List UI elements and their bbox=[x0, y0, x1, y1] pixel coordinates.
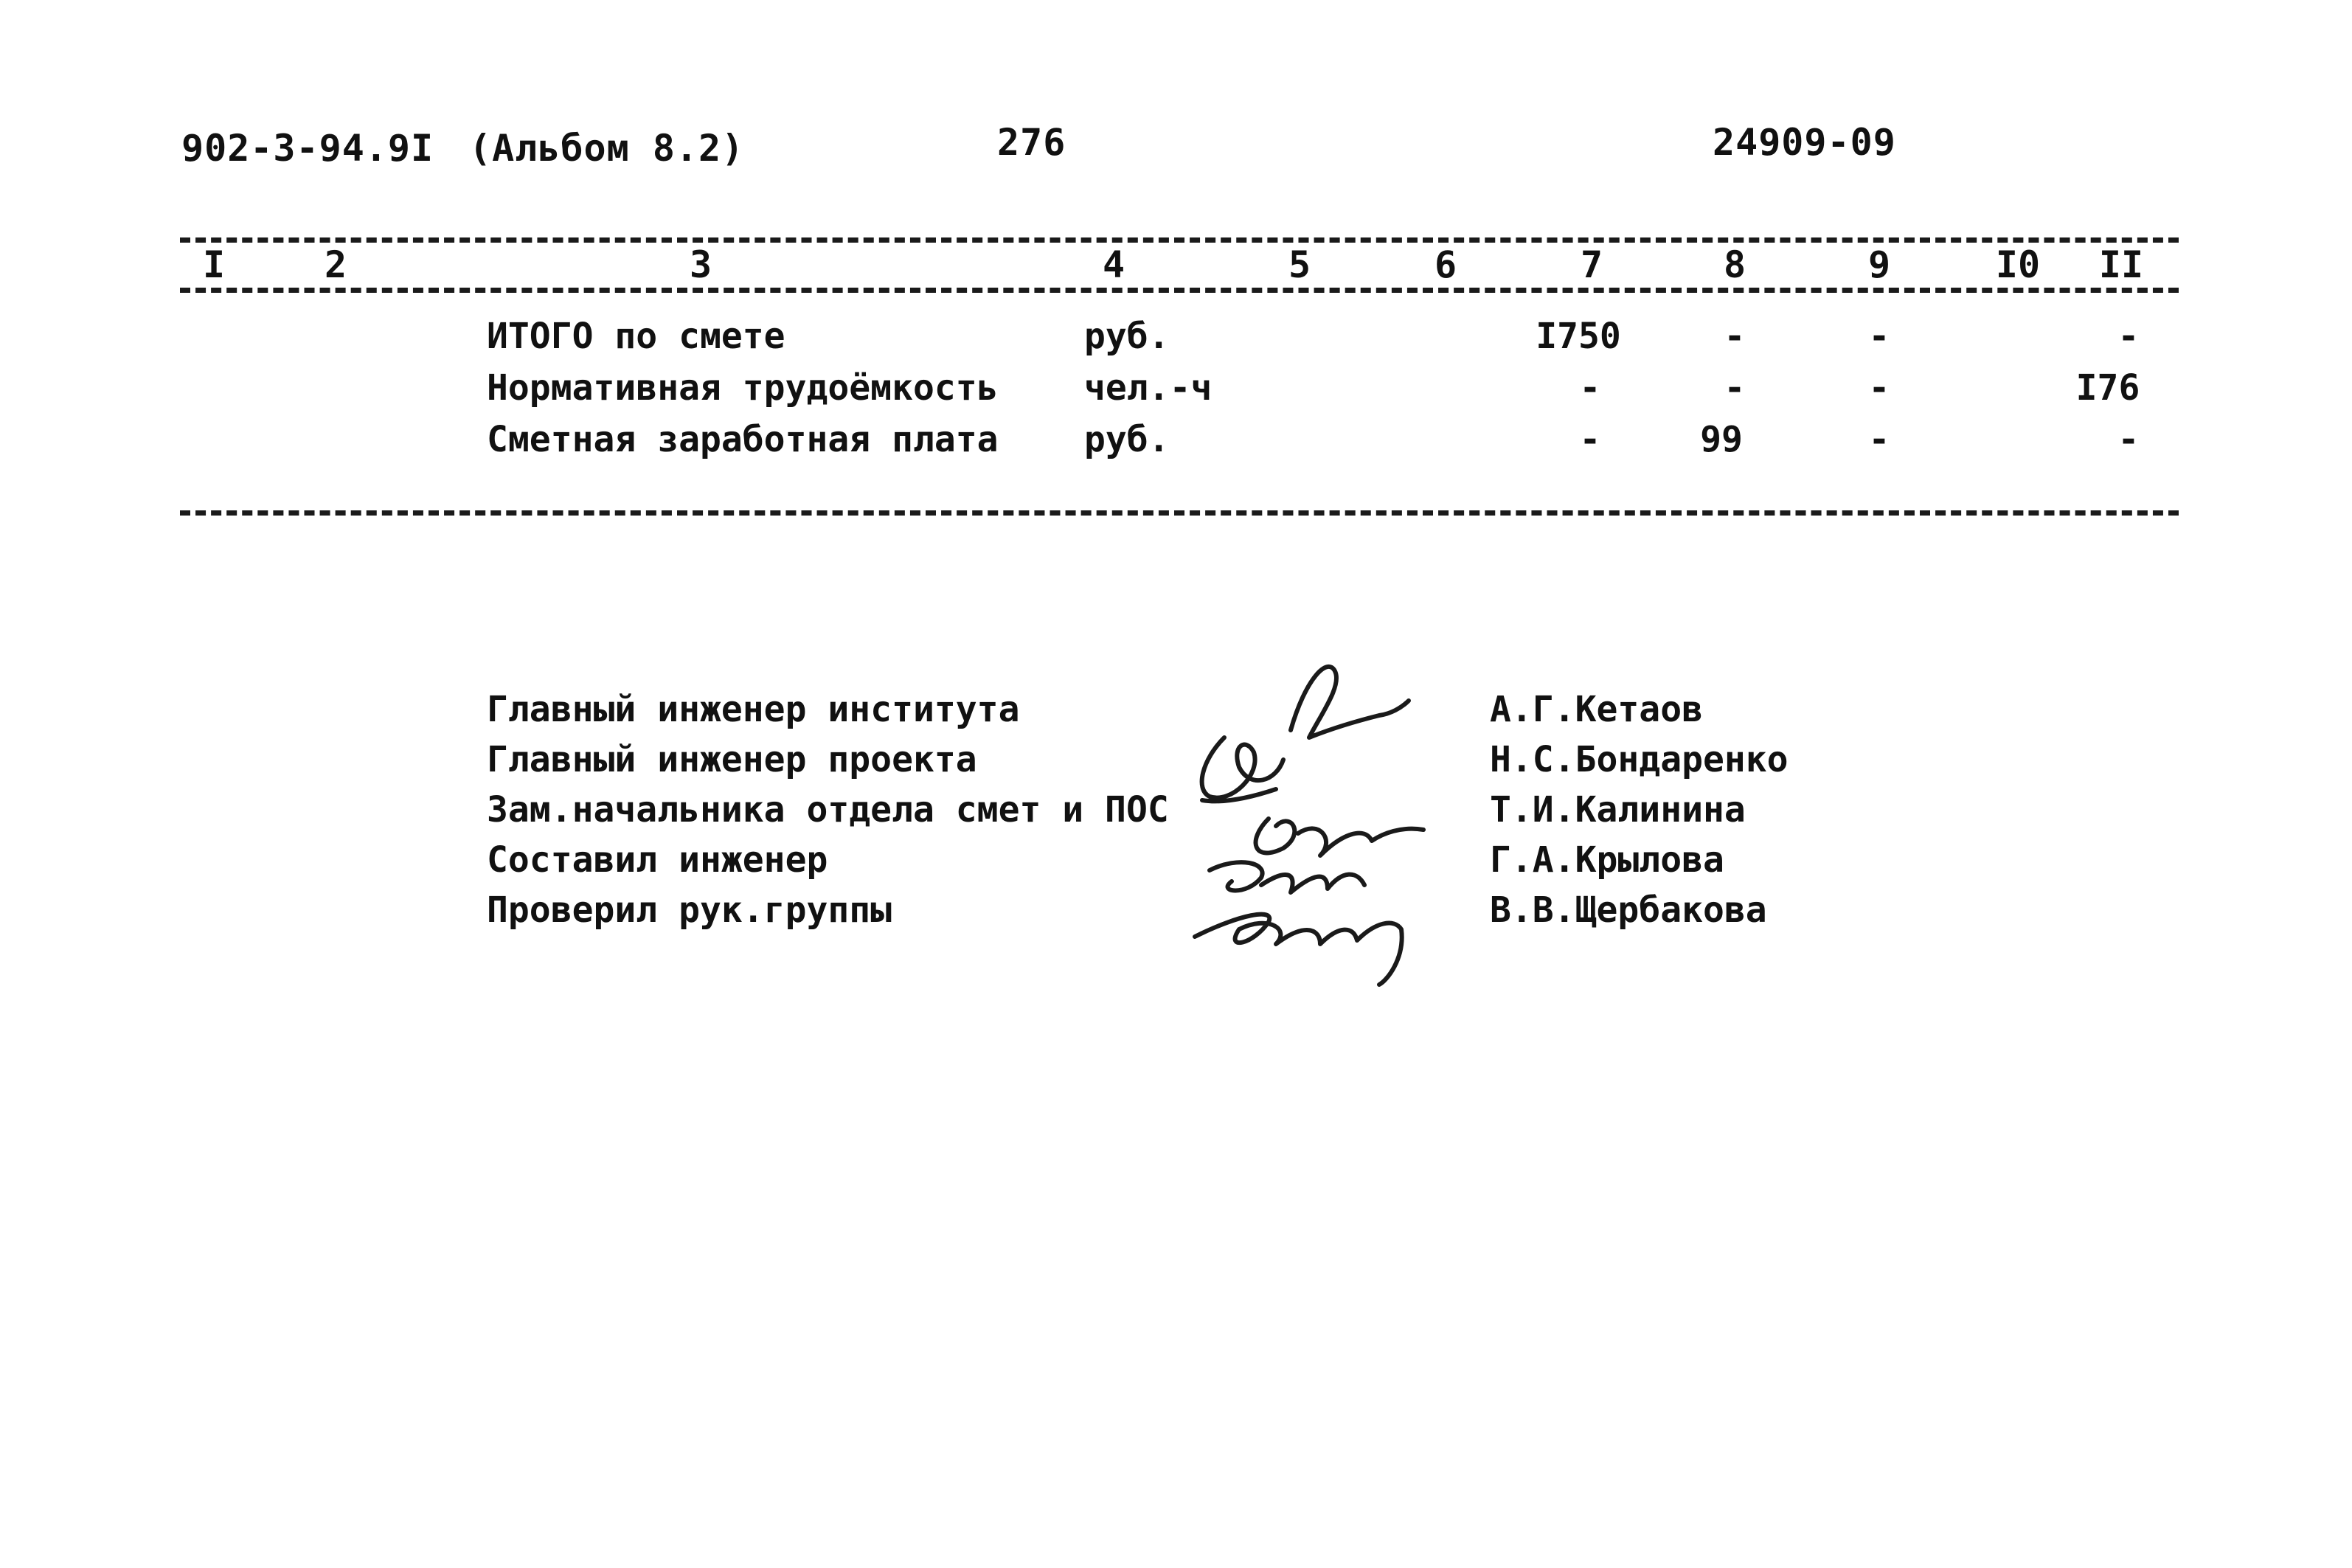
signer-name: Т.И.Калинина bbox=[1490, 789, 1746, 830]
signer-name: Н.С.Бондаренко bbox=[1490, 739, 1789, 780]
row-col11: - bbox=[2117, 419, 2140, 460]
row-col9: - bbox=[1868, 367, 1890, 409]
column-number-3: 3 bbox=[689, 243, 712, 286]
column-number-2: 2 bbox=[324, 243, 347, 286]
table-bottom-rule bbox=[180, 510, 2179, 516]
column-number-7: 7 bbox=[1580, 243, 1603, 286]
row-unit: чел.-ч bbox=[1084, 367, 1213, 409]
row-unit: руб. bbox=[1084, 316, 1170, 357]
row-col9: - bbox=[1868, 316, 1890, 357]
row-col7: I750 bbox=[1536, 316, 1621, 357]
signer-role: Главный инженер проекта bbox=[487, 739, 977, 780]
row-col8: - bbox=[1724, 367, 1746, 409]
column-number-6: 6 bbox=[1434, 243, 1457, 286]
column-number-1: I bbox=[202, 243, 226, 286]
table-top-rule bbox=[180, 237, 2179, 243]
table-header-rule bbox=[180, 288, 2179, 293]
album-label: (Альбом 8.2) bbox=[469, 127, 745, 170]
handwritten-signatures bbox=[1180, 649, 1490, 988]
row-col9: - bbox=[1868, 419, 1890, 460]
signature-5 bbox=[1195, 915, 1402, 985]
row-col11: I76 bbox=[2075, 367, 2140, 409]
row-col11: - bbox=[2117, 316, 2140, 357]
row-col7: - bbox=[1579, 367, 1601, 409]
signer-name: В.В.Щербакова bbox=[1490, 889, 1767, 931]
signature-4 bbox=[1210, 862, 1364, 892]
row-name: Нормативная трудоёмкость bbox=[487, 367, 999, 409]
signer-role: Составил инженер bbox=[487, 839, 828, 881]
registry-number: 24909-09 bbox=[1713, 121, 1896, 164]
signer-role: Проверил рук.группы bbox=[487, 889, 892, 931]
signer-name: А.Г.Кетаов bbox=[1490, 689, 1703, 730]
signature-3 bbox=[1256, 819, 1423, 856]
column-number-8: 8 bbox=[1723, 243, 1746, 286]
row-col8: 99 bbox=[1700, 419, 1743, 460]
column-number-9: 9 bbox=[1867, 243, 1891, 286]
column-number-4: 4 bbox=[1102, 243, 1125, 286]
column-number-10: I0 bbox=[1995, 243, 2041, 286]
signer-role: Главный инженер института bbox=[487, 689, 1020, 730]
row-unit: руб. bbox=[1084, 419, 1170, 460]
column-number-5: 5 bbox=[1288, 243, 1311, 286]
row-name: ИТОГО по смете bbox=[487, 316, 785, 357]
page-number: 276 bbox=[997, 121, 1066, 164]
column-number-11: II bbox=[2098, 243, 2144, 286]
signer-role: Зам.начальника отдела смет и ПОС bbox=[487, 789, 1169, 830]
signature-1 bbox=[1291, 667, 1409, 738]
row-col8: - bbox=[1724, 316, 1746, 357]
row-col7: - bbox=[1579, 419, 1601, 460]
row-name: Сметная заработная плата bbox=[487, 419, 999, 460]
doc-code: 902-3-94.9I bbox=[181, 127, 434, 170]
signature-2 bbox=[1202, 738, 1283, 801]
signer-name: Г.А.Крылова bbox=[1490, 839, 1724, 881]
